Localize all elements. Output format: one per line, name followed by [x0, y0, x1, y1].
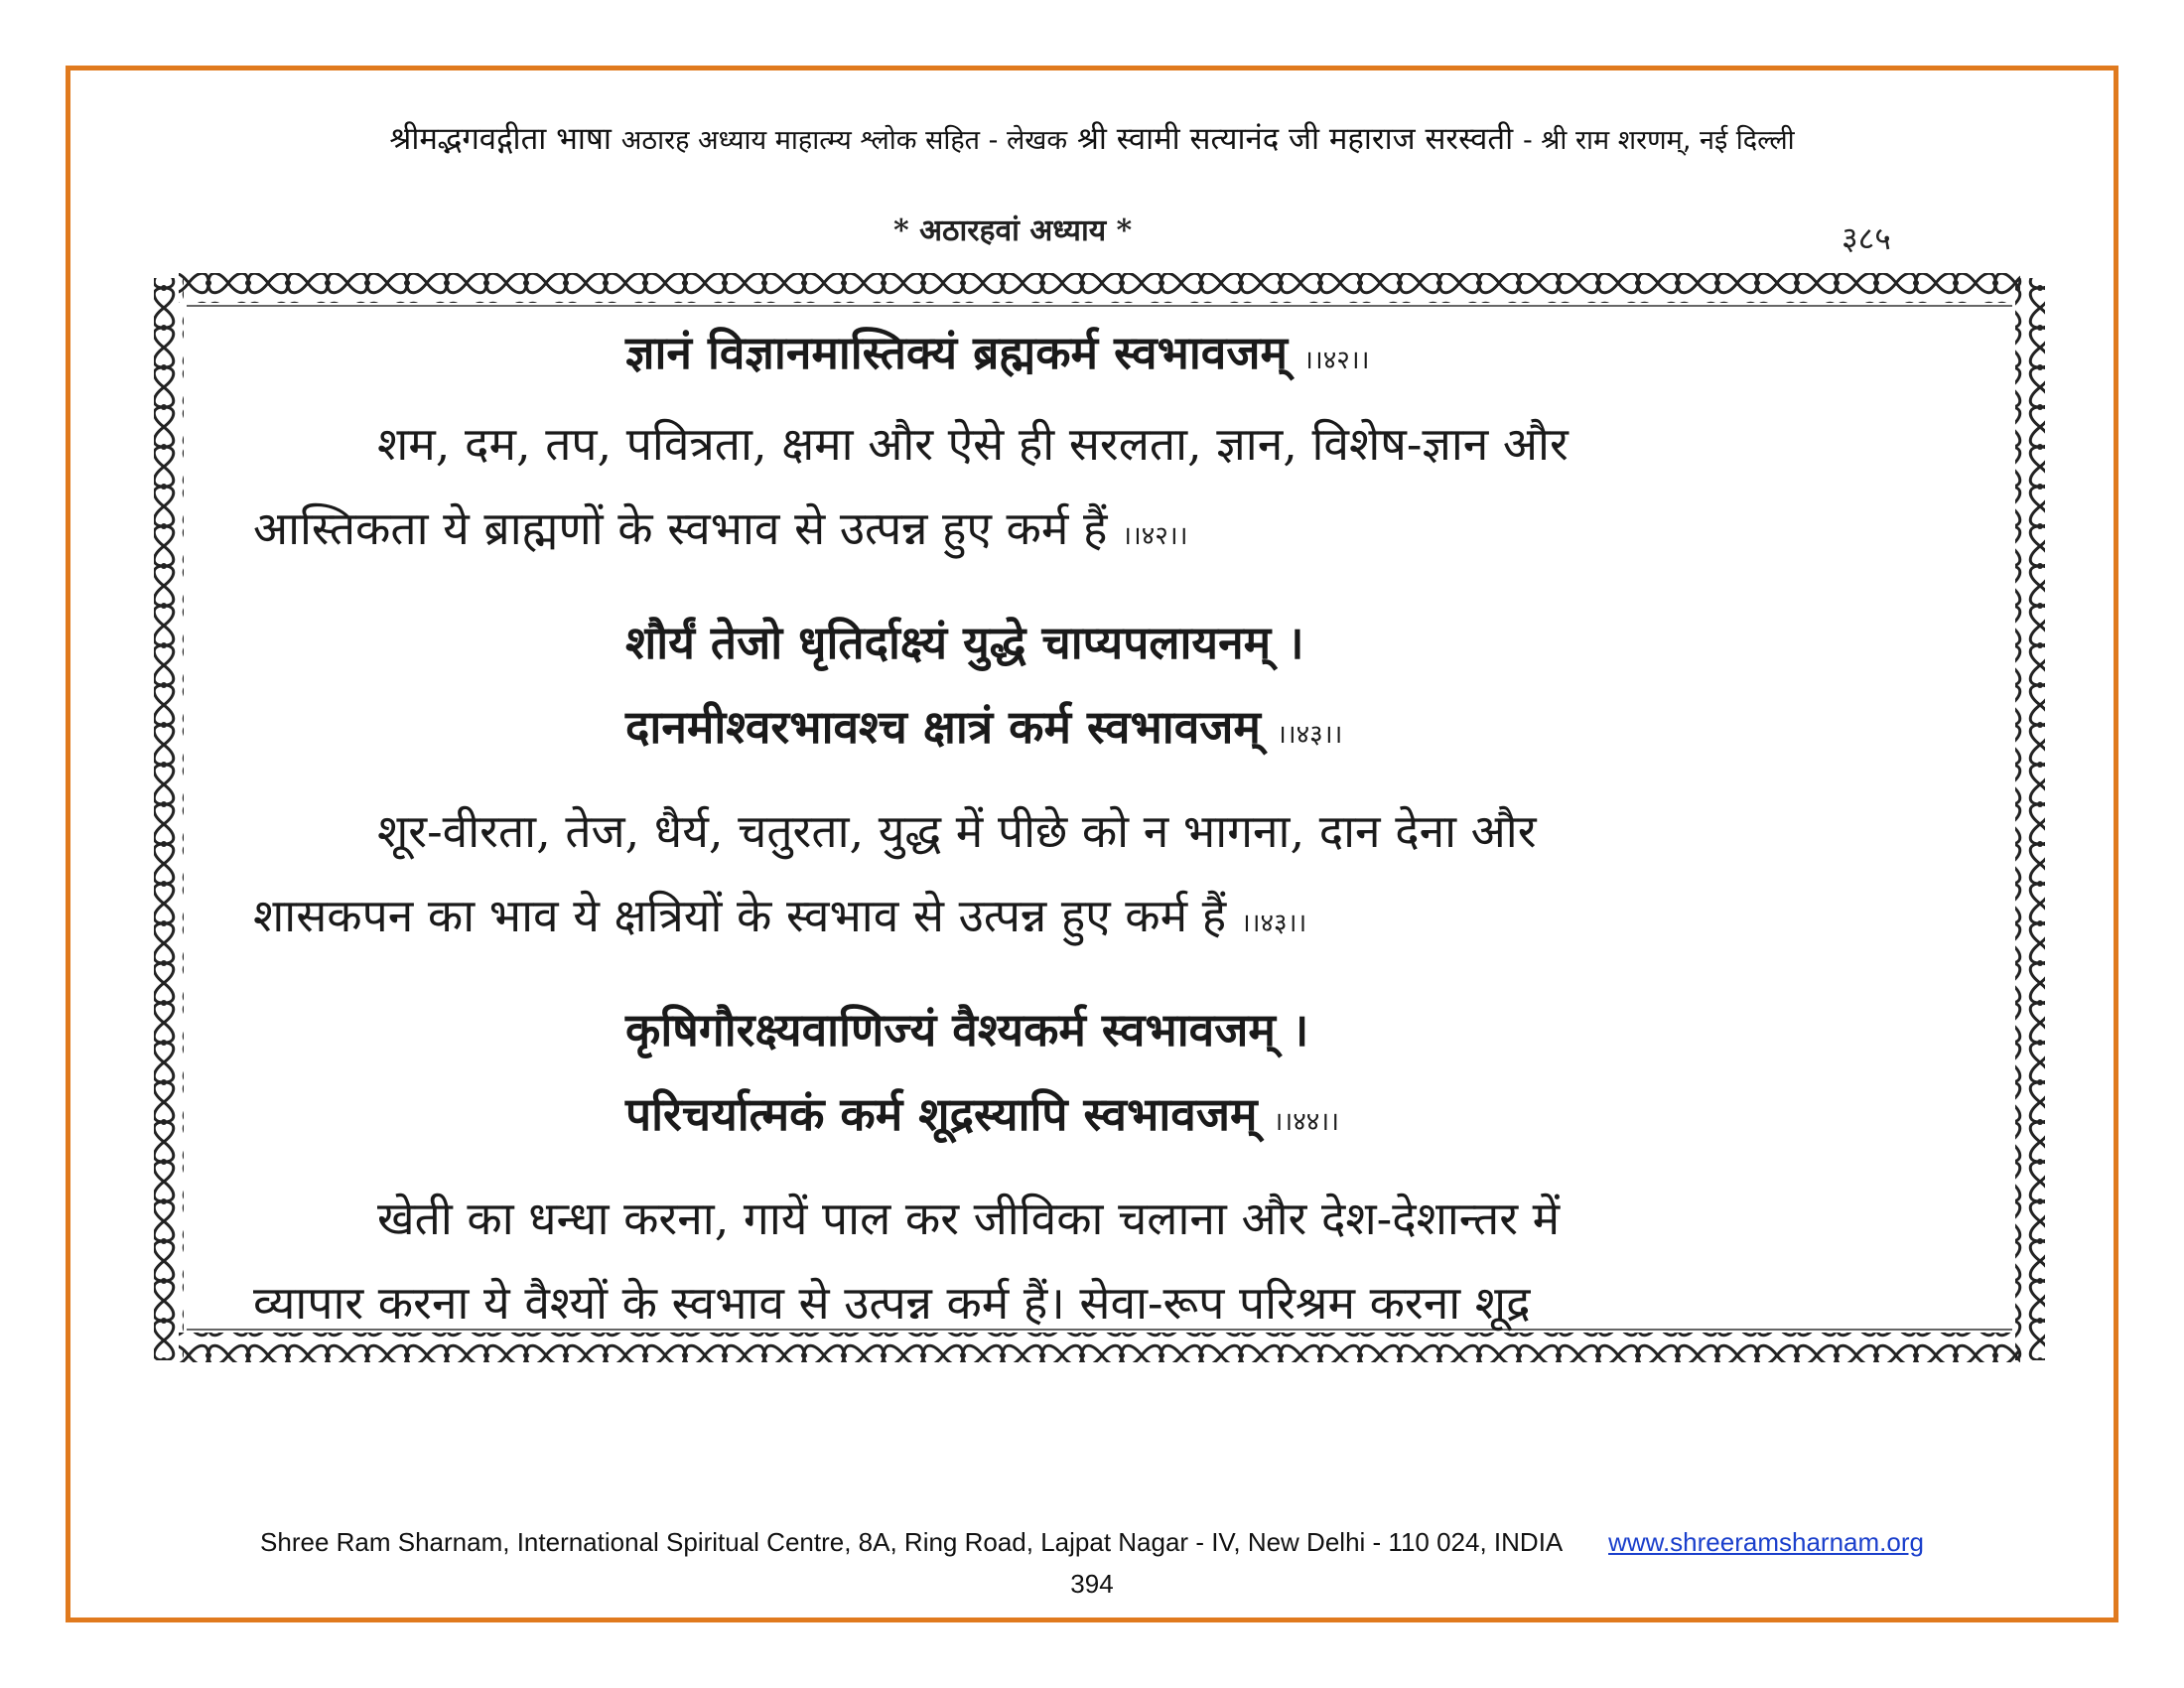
translation-number: ।।४३।।: [1240, 909, 1307, 938]
shloka-43-line-1: शौर्यं तेजो धृतिर्दाक्ष्यं युद्धे चाप्यपलायनम् ।: [625, 616, 1304, 669]
scan-page-number: ३८५: [1842, 219, 1891, 257]
shloka-44-line-1: कृषिगौरक्ष्यवाणिज्यं वैश्यकर्म स्वभावजम् ।: [625, 1003, 1309, 1056]
shloka-number: ।।४२।।: [1303, 346, 1370, 375]
shloka-text: परिचर्यात्मकं कर्म शूद्रस्यापि स्वभावजम्: [625, 1087, 1258, 1141]
website-link[interactable]: www.shreeramsharnam.org: [1608, 1527, 1924, 1557]
header-subtitle: अठारह अध्याय माहात्म्य श्लोक सहित - लेखक: [620, 125, 1068, 156]
document-header: [89, 117, 2095, 159]
header-publisher: - श्री राम शरणम्, नई दिल्ली: [1522, 125, 1795, 156]
translation-42-line-2: [253, 496, 1188, 558]
translation-44-line-2: व्यापार करना ये वैश्यों के स्वभाव से उत्पन्न कर्म हैं। सेवा-रूप परिश्रम करना शूद्र: [253, 1276, 1531, 1330]
shloka-text: ज्ञानं विज्ञानमास्तिक्यं ब्रह्मकर्म स्वभावजम्: [625, 326, 1289, 379]
shloka-43-line-2: [625, 695, 1342, 757]
shloka-text: दानमीश्वरभावश्च क्षात्रं कर्म स्वभावजम्: [625, 700, 1261, 754]
translation-42-line-1: शम, दम, तप, पवित्रता, क्षमा और ऐसे ही सरलता, ज्ञान, विशेष-ज्ञान और: [377, 417, 1569, 471]
shloka-number: ।।४४।।: [1273, 1107, 1339, 1137]
footer-page-number: 394: [1070, 1569, 1114, 1599]
translation-text: शासकपन का भाव ये क्षत्रियों के स्वभाव से उत्पन्न हुए कर्म हैं: [253, 889, 1227, 942]
translation-43-line-2: [253, 884, 1306, 945]
footer-address-line: [199, 1527, 1985, 1558]
chapter-title: * अठारहवां अध्याय *: [893, 213, 1133, 248]
translation-43-line-1: शूर-वीरता, तेज, धैर्य, चतुरता, युद्ध में पीछे को न भागना, दान देना और: [377, 804, 1537, 858]
shloka-44-line-2: [625, 1082, 1339, 1144]
translation-text: आस्तिकता ये ब्राह्मणों के स्वभाव से उत्पन्न हुए कर्म हैं: [253, 501, 1108, 555]
header-author: श्री स्वामी सत्यानंद जी महाराज सरस्वती: [1076, 121, 1514, 157]
shloka-number: ।।४३।।: [1276, 720, 1343, 750]
translation-44-line-1: खेती का धन्धा करना, गायें पाल कर जीविका चलाना और देश-देशान्तर में: [377, 1192, 1561, 1245]
shloka-42-line-1: [625, 321, 1370, 382]
header-title: श्रीमद्भगवद्गीता भाषा: [389, 121, 612, 157]
translation-number: ।।४२।।: [1122, 521, 1188, 551]
footer-address: Shree Ram Sharnam, International Spiritual Centre, 8A, Ring Road, Lajpat Nagar - IV, New Delhi - 110 024, INDIA: [260, 1527, 1562, 1557]
